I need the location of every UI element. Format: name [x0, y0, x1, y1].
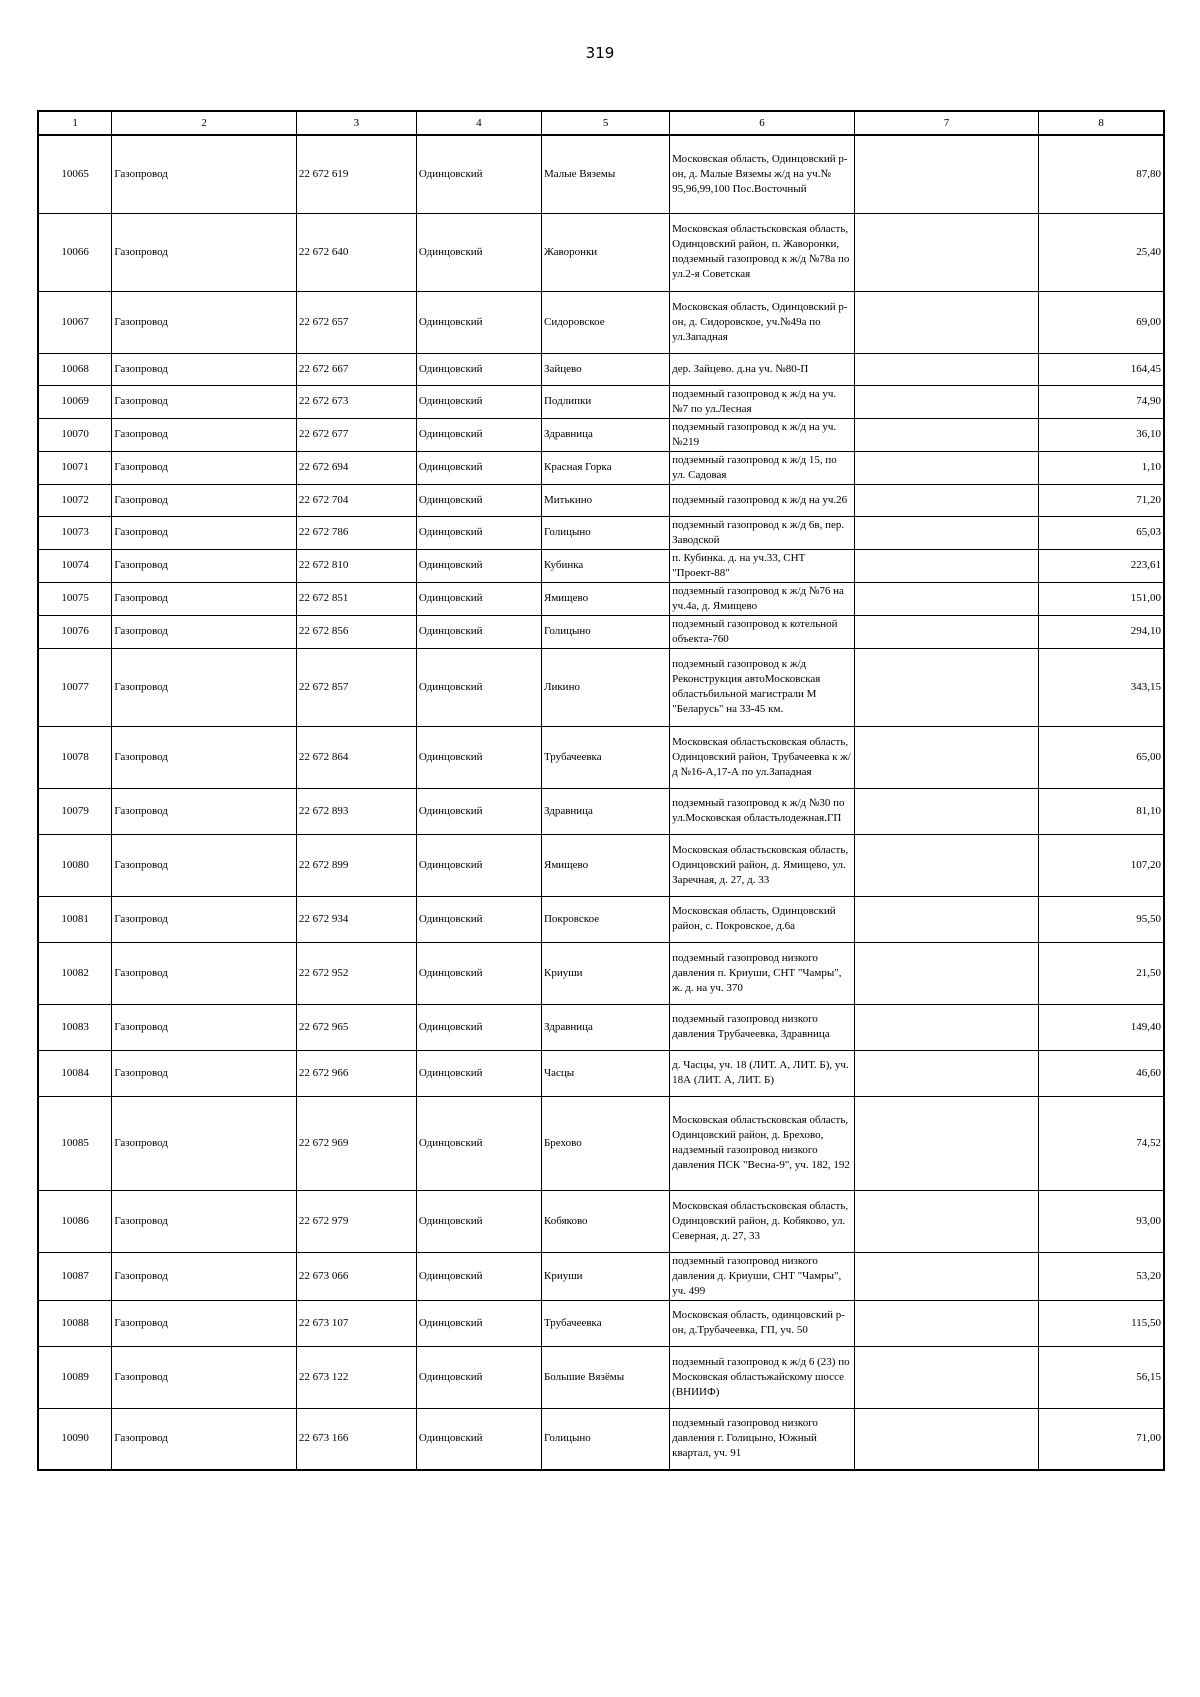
locality-name: Здравница: [541, 788, 669, 834]
locality-name: Подлипки: [541, 385, 669, 418]
table-row: [38, 1050, 1164, 1096]
district-name: Одинцовский: [416, 451, 541, 484]
length-value: 151,00: [1039, 582, 1164, 615]
address-text: Московская областьсковская область, Одинцовский район, д. Брехово, надземный газопровод низкого давления ПСК "Весна-9", уч. 182, 192: [670, 1096, 855, 1190]
column-7-cell: [854, 1300, 1039, 1346]
table-row: [38, 942, 1164, 1004]
column-7-cell: [854, 1004, 1039, 1050]
row-number: 10077: [38, 648, 112, 726]
district-name: Одинцовский: [416, 615, 541, 648]
length-value: 164,45: [1039, 353, 1164, 385]
object-code: 22 672 934: [296, 896, 416, 942]
district-name: Одинцовский: [416, 213, 541, 291]
object-code: 22 672 704: [296, 484, 416, 516]
address-text: д. Часцы, уч. 18 (ЛИТ. А, ЛИТ. Б), уч. 18А (ЛИТ. А, ЛИТ. Б): [670, 1050, 855, 1096]
row-number: 10084: [38, 1050, 112, 1096]
table-row: [38, 516, 1164, 549]
locality-name: Покровское: [541, 896, 669, 942]
object-code: 22 672 694: [296, 451, 416, 484]
table-row: [38, 648, 1164, 726]
district-name: Одинцовский: [416, 135, 541, 213]
object-type: Газопровод: [112, 896, 297, 942]
object-type: Газопровод: [112, 942, 297, 1004]
column-header: 8: [1039, 111, 1164, 135]
object-type: Газопровод: [112, 1004, 297, 1050]
row-number: 10081: [38, 896, 112, 942]
address-text: подземный газопровод низкого давления Трубачеевка, Здравница: [670, 1004, 855, 1050]
column-7-cell: [854, 484, 1039, 516]
locality-name: Ликино: [541, 648, 669, 726]
column-header: 1: [38, 111, 112, 135]
object-code: 22 673 066: [296, 1252, 416, 1300]
locality-name: Сидоровское: [541, 291, 669, 353]
object-code: 22 672 965: [296, 1004, 416, 1050]
district-name: Одинцовский: [416, 1408, 541, 1470]
object-code: 22 672 864: [296, 726, 416, 788]
district-name: Одинцовский: [416, 582, 541, 615]
object-type: Газопровод: [112, 1190, 297, 1252]
address-text: Московская областьсковская область, Одинцовский район, п. Жаворонки, подземный газопровод к ж/д №78а по ул.2-я Советская: [670, 213, 855, 291]
address-text: Московская область, одинцовский р-он, д.Трубачеевка, ГП, уч. 50: [670, 1300, 855, 1346]
column-7-cell: [854, 516, 1039, 549]
locality-name: Зайцево: [541, 353, 669, 385]
table-row: [38, 451, 1164, 484]
row-number: 10089: [38, 1346, 112, 1408]
row-number: 10078: [38, 726, 112, 788]
district-name: Одинцовский: [416, 291, 541, 353]
address-text: подземный газопровод к ж/д 6 (23) по Московская областьжайскому шоссе (ВНИИФ): [670, 1346, 855, 1408]
column-7-cell: [854, 896, 1039, 942]
locality-name: Кобяково: [541, 1190, 669, 1252]
address-text: подземный газопровод к ж/д на уч.26: [670, 484, 855, 516]
locality-name: Ямищево: [541, 582, 669, 615]
row-number: 10087: [38, 1252, 112, 1300]
district-name: Одинцовский: [416, 516, 541, 549]
row-number: 10080: [38, 834, 112, 896]
address-text: подземный газопровод к ж/д №76 на уч.4а, д. Ямищево: [670, 582, 855, 615]
district-name: Одинцовский: [416, 1096, 541, 1190]
column-7-cell: [854, 648, 1039, 726]
address-text: подземный газопровод к ж/д на уч.№7 по ул.Лесная: [670, 385, 855, 418]
address-text: Московская область, Одинцовский р-он, д. Сидоровское, уч.№49а по ул.Западная: [670, 291, 855, 353]
table-row: [38, 834, 1164, 896]
district-name: Одинцовский: [416, 648, 541, 726]
row-number: 10073: [38, 516, 112, 549]
object-type: Газопровод: [112, 1096, 297, 1190]
district-name: Одинцовский: [416, 353, 541, 385]
table-row: [38, 291, 1164, 353]
column-7-cell: [854, 353, 1039, 385]
table-row: [38, 1252, 1164, 1300]
table-row: [38, 726, 1164, 788]
address-text: Московская областьсковская область, Одинцовский район, д. Ямищево, ул. Заречная, д. 27, д. 33: [670, 834, 855, 896]
length-value: 87,80: [1039, 135, 1164, 213]
object-code: 22 672 857: [296, 648, 416, 726]
object-code: 22 673 107: [296, 1300, 416, 1346]
column-header: 3: [296, 111, 416, 135]
address-text: подземный газопровод к ж/д Реконструкция автоМосковская областьбильной магистрали М "Беларусь" на 33-45 км.: [670, 648, 855, 726]
object-type: Газопровод: [112, 135, 297, 213]
address-text: подземный газопровод низкого давления г. Голицыно, Южный квартал, уч. 91: [670, 1408, 855, 1470]
object-type: Газопровод: [112, 648, 297, 726]
locality-name: Кубинка: [541, 549, 669, 582]
column-7-cell: [854, 1096, 1039, 1190]
locality-name: Здравница: [541, 1004, 669, 1050]
district-name: Одинцовский: [416, 549, 541, 582]
address-text: подземный газопровод к ж/д №30 по ул.Московская областьлодежная.ГП: [670, 788, 855, 834]
table-row: [38, 615, 1164, 648]
registry-table: [37, 110, 1165, 1471]
row-number: 10075: [38, 582, 112, 615]
row-number: 10085: [38, 1096, 112, 1190]
length-value: 53,20: [1039, 1252, 1164, 1300]
row-number: 10066: [38, 213, 112, 291]
object-type: Газопровод: [112, 615, 297, 648]
address-text: подземный газопровод к ж/д на уч.№219: [670, 418, 855, 451]
column-7-cell: [854, 942, 1039, 1004]
table-row: [38, 1346, 1164, 1408]
row-number: 10086: [38, 1190, 112, 1252]
column-7-cell: [854, 549, 1039, 582]
district-name: Одинцовский: [416, 484, 541, 516]
locality-name: Голицыно: [541, 615, 669, 648]
locality-name: Жаворонки: [541, 213, 669, 291]
locality-name: Малые Вяземы: [541, 135, 669, 213]
object-code: 22 672 677: [296, 418, 416, 451]
column-7-cell: [854, 1050, 1039, 1096]
length-value: 65,00: [1039, 726, 1164, 788]
object-code: 22 672 899: [296, 834, 416, 896]
length-value: 343,15: [1039, 648, 1164, 726]
length-value: 81,10: [1039, 788, 1164, 834]
row-number: 10069: [38, 385, 112, 418]
table-row: [38, 213, 1164, 291]
locality-name: Большие Вязёмы: [541, 1346, 669, 1408]
object-type: Газопровод: [112, 582, 297, 615]
address-text: подземный газопровод к ж/д 6в, пер. Заводской: [670, 516, 855, 549]
object-code: 22 672 786: [296, 516, 416, 549]
length-value: 74,52: [1039, 1096, 1164, 1190]
column-7-cell: [854, 1408, 1039, 1470]
length-value: 115,50: [1039, 1300, 1164, 1346]
object-type: Газопровод: [112, 213, 297, 291]
object-type: Газопровод: [112, 788, 297, 834]
object-code: 22 672 619: [296, 135, 416, 213]
object-code: 22 672 856: [296, 615, 416, 648]
object-type: Газопровод: [112, 1408, 297, 1470]
object-code: 22 672 810: [296, 549, 416, 582]
column-7-cell: [854, 135, 1039, 213]
column-header: 5: [541, 111, 669, 135]
row-number: 10074: [38, 549, 112, 582]
object-type: Газопровод: [112, 1050, 297, 1096]
district-name: Одинцовский: [416, 1190, 541, 1252]
district-name: Одинцовский: [416, 834, 541, 896]
length-value: 71,20: [1039, 484, 1164, 516]
object-type: Газопровод: [112, 726, 297, 788]
row-number: 10072: [38, 484, 112, 516]
object-type: Газопровод: [112, 1252, 297, 1300]
length-value: 65,03: [1039, 516, 1164, 549]
row-number: 10083: [38, 1004, 112, 1050]
column-7-cell: [854, 291, 1039, 353]
object-type: Газопровод: [112, 1346, 297, 1408]
table-row: [38, 896, 1164, 942]
column-7-cell: [854, 834, 1039, 896]
column-7-cell: [854, 615, 1039, 648]
length-value: 36,10: [1039, 418, 1164, 451]
locality-name: Криуши: [541, 1252, 669, 1300]
table-row: [38, 484, 1164, 516]
length-value: 56,15: [1039, 1346, 1164, 1408]
district-name: Одинцовский: [416, 1346, 541, 1408]
object-code: 22 673 122: [296, 1346, 416, 1408]
object-type: Газопровод: [112, 418, 297, 451]
address-text: подземный газопровод низкого давления п. Криуши, СНТ "Чамры", ж. д. на уч. 370: [670, 942, 855, 1004]
address-text: дер. Зайцево. д.на уч. №80-П: [670, 353, 855, 385]
length-value: 95,50: [1039, 896, 1164, 942]
district-name: Одинцовский: [416, 896, 541, 942]
table-body: [38, 135, 1164, 1470]
district-name: Одинцовский: [416, 1300, 541, 1346]
locality-name: Криуши: [541, 942, 669, 1004]
row-number: 10068: [38, 353, 112, 385]
table-row: [38, 1004, 1164, 1050]
address-text: Московская областьсковская область, Одинцовский район, Трубачеевка к ж/д №16-А,17-А по ул.Западная: [670, 726, 855, 788]
table-row: [38, 1300, 1164, 1346]
length-value: 46,60: [1039, 1050, 1164, 1096]
table-row: [38, 1408, 1164, 1470]
district-name: Одинцовский: [416, 942, 541, 1004]
column-header: 4: [416, 111, 541, 135]
object-type: Газопровод: [112, 834, 297, 896]
district-name: Одинцовский: [416, 385, 541, 418]
locality-name: Голицыно: [541, 516, 669, 549]
table-row: [38, 385, 1164, 418]
column-header: 2: [112, 111, 297, 135]
object-type: Газопровод: [112, 484, 297, 516]
object-code: 22 672 969: [296, 1096, 416, 1190]
object-type: Газопровод: [112, 516, 297, 549]
address-text: Московская область, Одинцовский р-он, д. Малые Вяземы ж/д на уч.№ 95,96,99,100 Пос.Восточный: [670, 135, 855, 213]
district-name: Одинцовский: [416, 1050, 541, 1096]
object-code: 22 672 667: [296, 353, 416, 385]
length-value: 107,20: [1039, 834, 1164, 896]
length-value: 1,10: [1039, 451, 1164, 484]
row-number: 10082: [38, 942, 112, 1004]
locality-name: Брехово: [541, 1096, 669, 1190]
object-type: Газопровод: [112, 353, 297, 385]
district-name: Одинцовский: [416, 1252, 541, 1300]
object-code: 22 672 851: [296, 582, 416, 615]
length-value: 69,00: [1039, 291, 1164, 353]
locality-name: Ямищево: [541, 834, 669, 896]
object-code: 22 672 952: [296, 942, 416, 1004]
object-type: Газопровод: [112, 1300, 297, 1346]
object-code: 22 672 966: [296, 1050, 416, 1096]
length-value: 21,50: [1039, 942, 1164, 1004]
column-7-cell: [854, 726, 1039, 788]
table-row: [38, 788, 1164, 834]
column-7-cell: [854, 788, 1039, 834]
table-row: [38, 418, 1164, 451]
district-name: Одинцовский: [416, 788, 541, 834]
row-number: 10067: [38, 291, 112, 353]
object-type: Газопровод: [112, 385, 297, 418]
object-code: 22 672 657: [296, 291, 416, 353]
table-row: [38, 549, 1164, 582]
length-value: 74,90: [1039, 385, 1164, 418]
column-7-cell: [854, 1190, 1039, 1252]
table-row: [38, 582, 1164, 615]
row-number: 10070: [38, 418, 112, 451]
district-name: Одинцовский: [416, 1004, 541, 1050]
object-code: 22 672 640: [296, 213, 416, 291]
district-name: Одинцовский: [416, 418, 541, 451]
locality-name: Трубачеевка: [541, 726, 669, 788]
row-number: 10071: [38, 451, 112, 484]
column-7-cell: [854, 1252, 1039, 1300]
column-7-cell: [854, 451, 1039, 484]
district-name: Одинцовский: [416, 726, 541, 788]
length-value: 25,40: [1039, 213, 1164, 291]
address-text: подземный газопровод низкого давления д. Криуши, СНТ "Чамры", уч. 499: [670, 1252, 855, 1300]
object-type: Газопровод: [112, 451, 297, 484]
address-text: Московская область, Одинцовский район, с. Покровское, д.6а: [670, 896, 855, 942]
column-7-cell: [854, 1346, 1039, 1408]
column-7-cell: [854, 582, 1039, 615]
locality-name: Голицыно: [541, 1408, 669, 1470]
column-7-cell: [854, 418, 1039, 451]
length-value: 294,10: [1039, 615, 1164, 648]
column-header: 6: [670, 111, 855, 135]
object-code: 22 673 166: [296, 1408, 416, 1470]
column-header: 7: [854, 111, 1039, 135]
object-type: Газопровод: [112, 291, 297, 353]
table-row: [38, 353, 1164, 385]
header-row: [38, 111, 1164, 135]
address-text: подземный газопровод к ж/д 15, по ул. Садовая: [670, 451, 855, 484]
column-7-cell: [854, 385, 1039, 418]
length-value: 149,40: [1039, 1004, 1164, 1050]
table-row: [38, 1096, 1164, 1190]
length-value: 223,61: [1039, 549, 1164, 582]
row-number: 10076: [38, 615, 112, 648]
locality-name: Трубачеевка: [541, 1300, 669, 1346]
row-number: 10079: [38, 788, 112, 834]
locality-name: Здравница: [541, 418, 669, 451]
table-row: [38, 1190, 1164, 1252]
column-7-cell: [854, 213, 1039, 291]
address-text: Московская областьсковская область, Одинцовский район, д. Кобяково, ул. Северная, д. 27, 33: [670, 1190, 855, 1252]
row-number: 10088: [38, 1300, 112, 1346]
row-number: 10090: [38, 1408, 112, 1470]
table-row: [38, 135, 1164, 213]
locality-name: Часцы: [541, 1050, 669, 1096]
locality-name: Митькино: [541, 484, 669, 516]
address-text: п. Кубинка. д. на уч.33, СНТ "Проект-88": [670, 549, 855, 582]
row-number: 10065: [38, 135, 112, 213]
object-code: 22 672 893: [296, 788, 416, 834]
length-value: 93,00: [1039, 1190, 1164, 1252]
object-code: 22 672 979: [296, 1190, 416, 1252]
address-text: подземный газопровод к котельной объекта-760: [670, 615, 855, 648]
length-value: 71,00: [1039, 1408, 1164, 1470]
object-type: Газопровод: [112, 549, 297, 582]
page-number: 319: [585, 44, 615, 62]
locality-name: Красная Горка: [541, 451, 669, 484]
object-code: 22 672 673: [296, 385, 416, 418]
